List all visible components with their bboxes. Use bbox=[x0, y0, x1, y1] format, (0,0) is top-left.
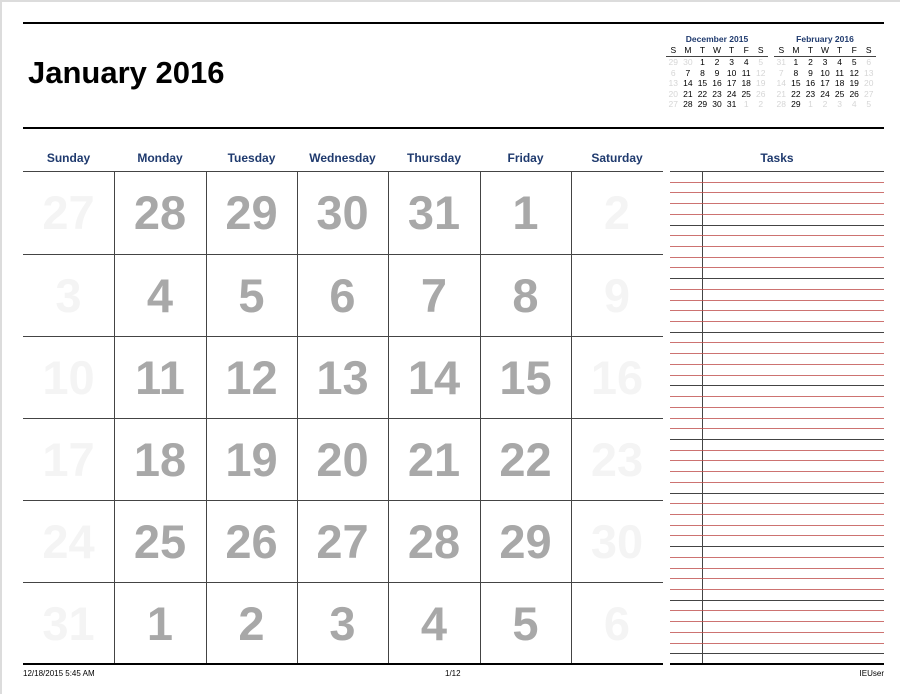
grid-horizontal-line bbox=[23, 254, 663, 255]
weekday-header-wednesday: Wednesday bbox=[309, 151, 376, 165]
mini-day: 24 bbox=[820, 88, 830, 99]
tasks-bottom-rule bbox=[670, 663, 884, 665]
day-cell: 7 bbox=[420, 268, 448, 322]
mini-day: 14 bbox=[776, 78, 787, 89]
day-cell: 9 bbox=[603, 268, 631, 322]
task-line bbox=[670, 439, 884, 440]
task-line bbox=[670, 300, 884, 301]
mini-calendar-body bbox=[666, 57, 768, 110]
task-line bbox=[670, 653, 884, 654]
day-cell: 12 bbox=[225, 350, 278, 404]
page-border-left bbox=[0, 0, 2, 694]
mini-weekday-label: W bbox=[713, 45, 722, 55]
mini-day: 20 bbox=[668, 88, 679, 99]
day-cell: 10 bbox=[42, 350, 95, 404]
weekday-header-tuesday: Tuesday bbox=[227, 151, 276, 165]
task-line bbox=[670, 385, 884, 386]
mini-day: 20 bbox=[864, 78, 874, 89]
mini-day: 10 bbox=[726, 67, 737, 78]
mini-day: 4 bbox=[743, 57, 749, 67]
mini-weekday-label: M bbox=[684, 45, 692, 55]
task-line bbox=[670, 632, 884, 633]
day-cell: 8 bbox=[512, 268, 539, 322]
day-cell: 1 bbox=[512, 186, 539, 239]
day-cell: 1 bbox=[146, 596, 174, 650]
task-line bbox=[670, 203, 884, 204]
tasks-title: Tasks bbox=[760, 151, 794, 165]
mini-day: 21 bbox=[776, 88, 787, 99]
mini-day: 28 bbox=[776, 99, 787, 110]
mini-weekday-label: T bbox=[729, 45, 735, 55]
mini-day: 2 bbox=[758, 99, 764, 110]
mini-week-row bbox=[666, 89, 768, 100]
mini-weekday-label: F bbox=[851, 45, 857, 55]
mini-weekday-label: S bbox=[865, 45, 872, 55]
mini-day: 24 bbox=[726, 88, 737, 99]
task-line bbox=[670, 428, 884, 429]
mini-day: 1 bbox=[743, 99, 749, 110]
mini-day: 4 bbox=[851, 99, 857, 110]
mini-calendar-weekdays bbox=[666, 45, 768, 57]
mini-day: 2 bbox=[822, 99, 828, 110]
task-line bbox=[670, 589, 884, 590]
mini-day: 23 bbox=[712, 88, 722, 99]
mini-day: 22 bbox=[791, 88, 801, 99]
mini-week-row bbox=[774, 78, 876, 89]
weekday-header-monday: Monday bbox=[137, 151, 183, 165]
mini-day: 14 bbox=[683, 78, 693, 89]
task-line bbox=[670, 610, 884, 611]
day-cell: 31 bbox=[42, 596, 95, 650]
mini-week-row bbox=[666, 57, 768, 68]
day-cell: 24 bbox=[42, 514, 95, 568]
mini-weekday-label: S bbox=[670, 45, 677, 55]
mini-day: 17 bbox=[726, 78, 737, 89]
task-line bbox=[670, 578, 884, 579]
mini-week-row bbox=[774, 68, 876, 79]
day-cell: 22 bbox=[499, 432, 552, 486]
mini-day: 5 bbox=[851, 57, 857, 67]
bottom-rule bbox=[23, 663, 663, 665]
weekday-header-thursday: Thursday bbox=[406, 151, 461, 165]
mini-calendar-body bbox=[774, 57, 876, 110]
mini-day: 18 bbox=[741, 78, 751, 89]
task-line bbox=[670, 225, 884, 226]
day-cell: 28 bbox=[407, 514, 461, 568]
task-line bbox=[670, 342, 884, 343]
footer-timestamp: 12/18/2015 5:45 AM bbox=[23, 669, 95, 678]
mini-week-row bbox=[774, 99, 876, 110]
mini-day: 25 bbox=[741, 88, 751, 99]
day-cell: 2 bbox=[603, 186, 631, 239]
task-line bbox=[670, 192, 884, 193]
day-cell: 27 bbox=[316, 514, 369, 568]
task-line bbox=[670, 568, 884, 569]
day-cell: 25 bbox=[133, 514, 187, 568]
task-line bbox=[670, 535, 884, 536]
day-cell: 3 bbox=[329, 596, 356, 650]
day-cell: 23 bbox=[590, 432, 644, 486]
mini-weekday-label: T bbox=[699, 45, 706, 55]
mini-week-row bbox=[774, 89, 876, 100]
mini-day: 23 bbox=[805, 88, 816, 99]
task-line bbox=[670, 460, 884, 461]
day-cell: 31 bbox=[407, 186, 461, 239]
mini-weekday-label: T bbox=[837, 45, 843, 55]
mini-day: 7 bbox=[778, 67, 784, 78]
task-line bbox=[670, 364, 884, 365]
task-line bbox=[670, 407, 884, 408]
task-line bbox=[670, 289, 884, 290]
mini-day: 2 bbox=[714, 57, 720, 67]
mini-calendar-weekdays bbox=[774, 45, 876, 57]
mini-day: 26 bbox=[756, 88, 766, 99]
mini-day: 6 bbox=[670, 67, 676, 78]
task-line bbox=[670, 450, 884, 451]
mini-day: 16 bbox=[805, 78, 816, 89]
mini-day: 2 bbox=[808, 57, 813, 67]
mini-weekday-label: S bbox=[778, 45, 785, 55]
mini-day: 19 bbox=[849, 78, 859, 89]
mini-day: 27 bbox=[864, 88, 874, 99]
task-line bbox=[670, 621, 884, 622]
task-line bbox=[670, 353, 884, 354]
mini-day: 15 bbox=[791, 78, 801, 89]
day-cell: 21 bbox=[407, 432, 461, 486]
day-cell: 29 bbox=[225, 186, 278, 239]
day-cell: 6 bbox=[603, 596, 631, 650]
mini-day: 1 bbox=[808, 99, 813, 110]
mini-weekday-label: W bbox=[821, 45, 830, 55]
task-line bbox=[670, 278, 884, 279]
grid-horizontal-line bbox=[23, 500, 663, 501]
day-cell: 5 bbox=[238, 268, 265, 322]
mini-weekday-label: F bbox=[743, 45, 749, 55]
grid-horizontal-line bbox=[23, 171, 663, 172]
mini-week-row bbox=[666, 68, 768, 79]
mini-day: 6 bbox=[866, 57, 872, 67]
mini-day: 16 bbox=[712, 78, 722, 89]
task-line bbox=[670, 310, 884, 311]
top-rule bbox=[23, 22, 884, 24]
mini-day: 3 bbox=[729, 57, 734, 67]
mini-day: 3 bbox=[822, 57, 828, 67]
day-cell: 19 bbox=[225, 432, 278, 486]
mini-day: 30 bbox=[712, 99, 722, 110]
page-border-top bbox=[0, 0, 900, 2]
task-line bbox=[670, 235, 884, 236]
mini-calendar-february bbox=[774, 33, 876, 110]
task-line bbox=[670, 546, 884, 547]
mini-day: 22 bbox=[697, 88, 708, 99]
mini-day: 5 bbox=[866, 99, 872, 110]
mini-day: 3 bbox=[837, 99, 842, 110]
mini-day: 30 bbox=[683, 57, 693, 67]
mini-day: 5 bbox=[758, 57, 764, 67]
task-line bbox=[670, 267, 884, 268]
day-cell: 16 bbox=[590, 350, 644, 404]
task-line bbox=[670, 514, 884, 515]
task-line bbox=[670, 525, 884, 526]
task-line bbox=[670, 482, 884, 483]
mini-day: 12 bbox=[756, 67, 766, 78]
weekday-header-saturday: Saturday bbox=[591, 151, 643, 165]
mini-day: 13 bbox=[668, 78, 679, 89]
day-cell: 4 bbox=[420, 596, 448, 650]
task-line bbox=[670, 418, 884, 419]
mini-day: 10 bbox=[820, 67, 830, 78]
mini-week-row bbox=[666, 78, 768, 89]
mini-weekday-label: M bbox=[792, 45, 800, 55]
grid-horizontal-line bbox=[23, 336, 663, 337]
task-line bbox=[670, 257, 884, 258]
task-line bbox=[670, 493, 884, 494]
mini-day: 12 bbox=[849, 67, 859, 78]
mini-day: 13 bbox=[864, 67, 874, 78]
month-title: January 2016 bbox=[28, 55, 225, 90]
header-rule bbox=[23, 127, 884, 129]
mini-weekday-label: T bbox=[807, 45, 814, 55]
task-line bbox=[670, 171, 884, 172]
mini-day: 8 bbox=[700, 67, 705, 78]
mini-day: 8 bbox=[793, 67, 799, 78]
task-line bbox=[670, 471, 884, 472]
day-cell: 17 bbox=[42, 432, 95, 486]
mini-day: 29 bbox=[697, 99, 708, 110]
day-cell: 27 bbox=[42, 186, 95, 239]
day-cell: 2 bbox=[238, 596, 265, 650]
mini-day: 31 bbox=[726, 99, 737, 110]
mini-day: 31 bbox=[776, 57, 787, 67]
mini-week-row bbox=[666, 99, 768, 110]
task-line bbox=[670, 182, 884, 183]
weekday-header-friday: Friday bbox=[507, 151, 544, 165]
day-cell: 30 bbox=[590, 514, 644, 568]
mini-day: 27 bbox=[668, 99, 679, 110]
mini-day: 21 bbox=[683, 88, 693, 99]
mini-day: 7 bbox=[685, 67, 691, 78]
day-cell: 18 bbox=[133, 432, 187, 486]
day-cell: 28 bbox=[133, 186, 187, 239]
mini-day: 18 bbox=[834, 78, 845, 89]
task-line bbox=[670, 321, 884, 322]
weekday-header-sunday: Sunday bbox=[46, 151, 91, 165]
mini-weekday-label: S bbox=[757, 45, 764, 55]
day-cell: 29 bbox=[499, 514, 552, 568]
day-cell: 5 bbox=[512, 596, 539, 650]
grid-horizontal-line bbox=[23, 582, 663, 583]
mini-day: 9 bbox=[714, 67, 720, 78]
mini-calendar-title: February 2016 bbox=[796, 34, 854, 44]
day-cell: 20 bbox=[316, 432, 369, 486]
mini-day: 28 bbox=[683, 99, 693, 110]
task-line bbox=[670, 332, 884, 333]
footer-page-number: 1/12 bbox=[445, 669, 461, 678]
day-cell: 30 bbox=[316, 186, 369, 239]
mini-day: 1 bbox=[700, 57, 705, 67]
grid-horizontal-line bbox=[23, 418, 663, 419]
mini-day: 25 bbox=[834, 88, 845, 99]
task-line bbox=[670, 396, 884, 397]
task-line bbox=[670, 503, 884, 504]
task-line bbox=[670, 214, 884, 215]
mini-day: 26 bbox=[849, 88, 859, 99]
footer-user: IEUser bbox=[859, 669, 884, 678]
task-line bbox=[670, 600, 884, 601]
mini-day: 1 bbox=[793, 57, 799, 67]
mini-day: 4 bbox=[837, 57, 842, 67]
day-cell: 3 bbox=[55, 268, 82, 322]
mini-day: 15 bbox=[697, 78, 708, 89]
mini-calendar-december bbox=[666, 33, 768, 110]
mini-day: 17 bbox=[820, 78, 830, 89]
mini-day: 29 bbox=[791, 99, 801, 110]
day-cell: 13 bbox=[316, 350, 369, 404]
day-cell: 4 bbox=[146, 268, 174, 322]
tasks-area bbox=[670, 171, 884, 664]
day-cell: 26 bbox=[225, 514, 278, 568]
day-cell: 14 bbox=[407, 350, 461, 404]
mini-day: 29 bbox=[668, 57, 679, 67]
mini-calendar-title: December 2015 bbox=[685, 34, 749, 44]
task-line bbox=[670, 643, 884, 644]
task-line bbox=[670, 557, 884, 558]
task-line bbox=[670, 246, 884, 247]
mini-week-row bbox=[774, 57, 876, 68]
mini-day: 11 bbox=[741, 67, 751, 78]
day-cell: 6 bbox=[329, 268, 356, 322]
day-cell: 11 bbox=[135, 350, 185, 404]
mini-day: 11 bbox=[835, 67, 845, 78]
mini-day: 9 bbox=[808, 67, 813, 78]
day-cell: 15 bbox=[499, 350, 552, 404]
mini-day: 19 bbox=[756, 78, 766, 89]
task-line bbox=[670, 375, 884, 376]
